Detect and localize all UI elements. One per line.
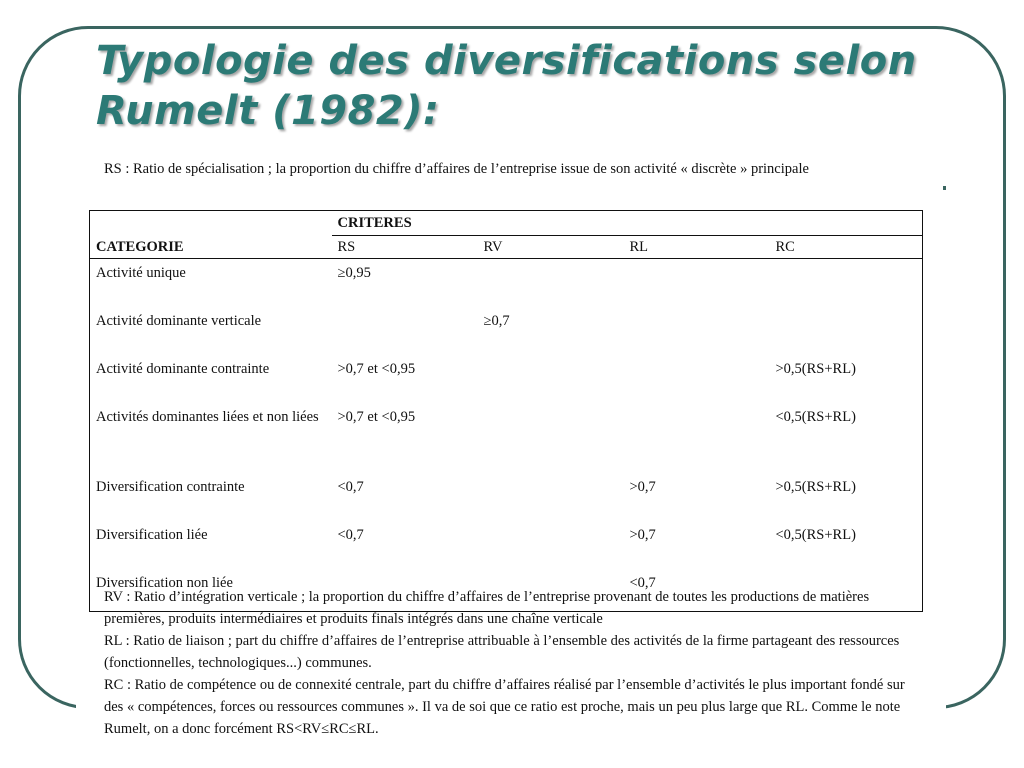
table-header-criteres-row [90,211,923,236]
column-header-rs: RS [332,236,478,259]
rv-cell [478,259,624,308]
rc-cell: <0,5(RS+RL) [775,527,856,543]
table-row [90,521,923,569]
stray-mark [943,186,946,190]
category-cell: Activité dominante contrainte [96,361,270,377]
rc-cell: >0,5(RS+RL) [775,361,856,377]
table-header-columns-row [90,236,923,259]
category-cell: Activité unique [96,265,186,281]
slide-title: Typologie des diversifications selon Rumelt (1982): [96,38,917,134]
table-row [90,307,923,355]
table-row [90,355,923,403]
table-row [90,259,923,308]
table-row [90,403,923,473]
rl-cell: >0,7 [629,479,656,495]
column-header-rc: RC [770,236,923,259]
category-cell: Activités dominantes liées et non liées [96,409,319,425]
rc-cell: <0,5(RS+RL) [775,409,856,425]
rl-cell [624,403,770,473]
rs-cell [332,307,478,355]
rc-cell: >0,5(RS+RL) [775,479,856,495]
rv-cell [478,403,624,473]
rs-cell: <0,7 [337,479,364,495]
rv-cell [478,473,624,521]
rl-cell: <0,7 [629,575,656,591]
categorie-header: CATEGORIE [90,236,332,259]
category-cell: Activité dominante verticale [96,313,262,329]
rc-definition: RC : Ratio de compétence ou de connexité centrale, part du chiffre d’affaires réalisé par l’ensemble d’activités le plus important fondé sur des « compétences, forces ou ressources communes ». Il va de soi que ce ratio est proche, mais un peu plus large que RL. Comme le note Rumelt, on a donc forcément RS<RV≤RC≤RL. [104,677,905,737]
rc-cell [770,307,923,355]
rv-cell [478,521,624,569]
category-cell: Diversification liée [96,527,208,543]
rl-cell [624,355,770,403]
rs-cell: >0,7 et <0,95 [337,361,416,377]
column-header-rl: RL [624,236,770,259]
criteria-table [89,210,923,612]
footnotes [104,586,926,740]
rs-definition: RS : Ratio de spécialisation ; la proportion du chiffre d’affaires de l’entreprise issue de son activité « discrète » principale [104,161,809,177]
category-cell: Diversification contrainte [96,479,245,495]
rl-cell: >0,7 [629,527,656,543]
table-row [90,473,923,521]
category-cell: Diversification non liée [96,575,233,591]
rv-cell: ≥0,7 [483,313,510,329]
criteres-header: CRITERES [332,211,478,236]
rl-cell [624,307,770,355]
rv-definition: RV : Ratio d’intégration verticale ; la proportion du chiffre d’affaires de l’entreprise provenant de toutes les productions de matières premières, produits intermédiaires et produits finals intégrés dans une chaîne verticale [104,589,870,627]
rc-cell [770,259,923,308]
column-header-rv: RV [478,236,624,259]
rs-cell: ≥0,95 [337,265,371,281]
rl-definition: RL : Ratio de liaison ; part du chiffre d’affaires de l’entreprise attribuable à l’ensemble des activités de la firme partageant des ressources (fonctionnelles, technologiques...) communes. [104,633,900,671]
rv-cell [478,355,624,403]
rs-cell: >0,7 et <0,95 [337,409,416,425]
rl-cell [624,259,770,308]
document-image [76,150,946,768]
rs-cell: <0,7 [337,527,364,543]
